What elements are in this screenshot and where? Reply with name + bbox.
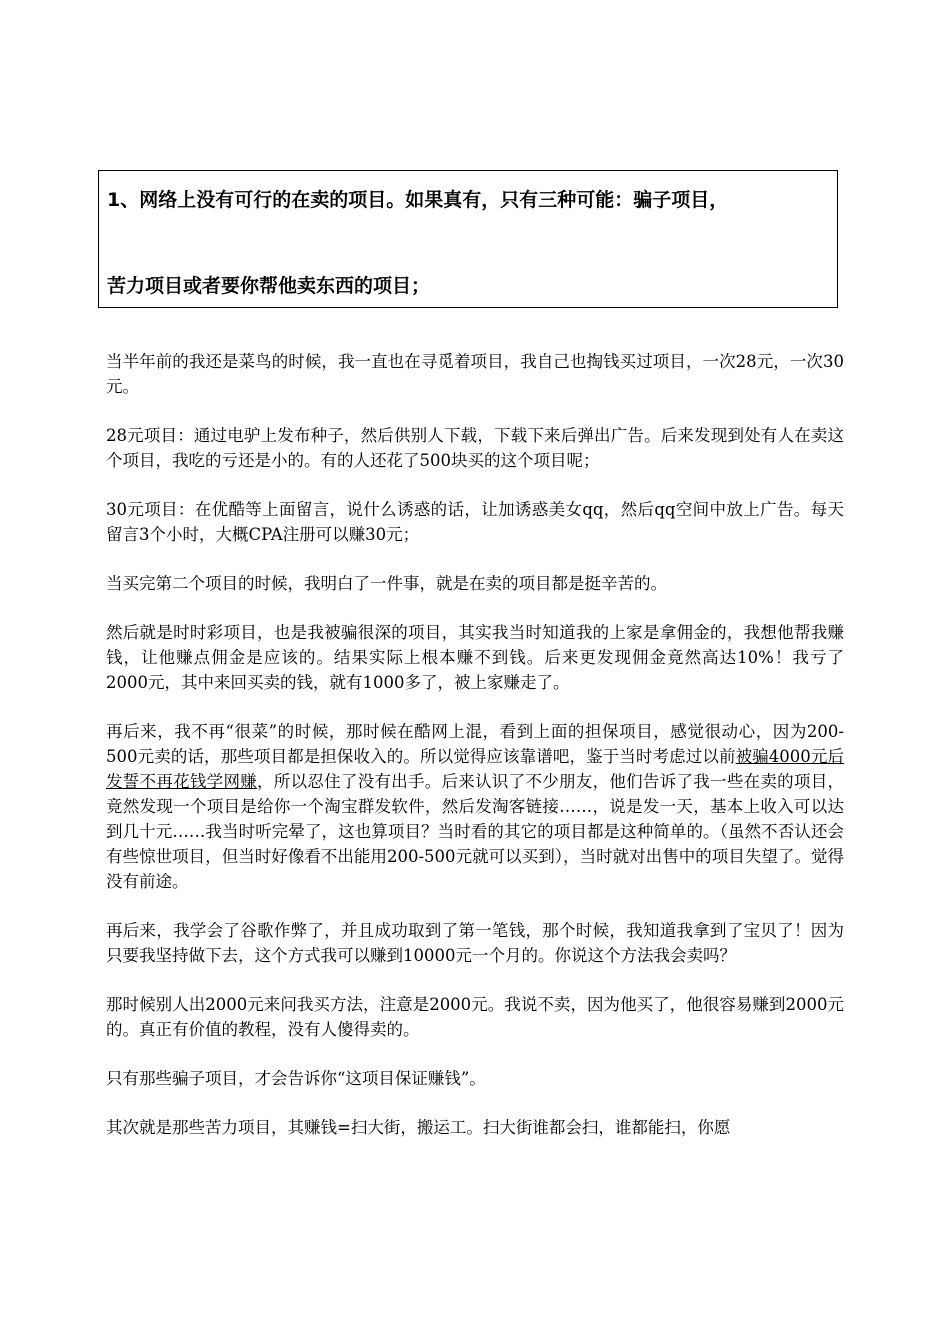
paragraph-10: 其次就是那些苦力项目，其赚钱=扫大街，搬运工。扫大街谁都会扫，谁都能扫，你愿: [106, 1118, 731, 1137]
paragraph-2: 28元项目：通过电驴上发布种子，然后供别人下载，下载下来后弹出广告。后来发现到处有人在卖这个项目，我吃的亏还是小的。有的人还花了500块买的这个项目呢；: [106, 426, 844, 470]
paragraph-9: 只有那些骗子项目，才会告诉你“这项目保证赚钱”。: [106, 1069, 486, 1088]
paragraph-6-after: ，所以忍住了没有出手。后来认识了不少朋友，他们告诉了我一些在卖的项目，竟然发现一个项目是给你一个淘宝群发软件，然后发淘客链接……，说是发一天，基本上收入可以达到几十元……我当时听完晕了，这也算项目？当时看的其它的项目都是这种简单的。（虽然不否认还会有些惊世项目，但当时好像看不出能用200-500元就可以买到），当时就对出售中的项目失望了。觉得没有前途。: [106, 772, 845, 891]
paragraph-5: 然后就是时时彩项目，也是我被骗很深的项目，其实我当时知道我的上家是拿佣金的，我想他帮我赚钱，让他赚点佣金是应该的。结果实际上根本赚不到钱。后来更发现佣金竟然高达10%！我亏了2000元，其中来回买卖的钱，就有1000多了，被上家赚走了。: [106, 623, 844, 692]
paragraph-7: 再后来，我学会了谷歌作弊了，并且成功取到了第一笔钱，那个时候，我知道我拿到了宝贝了！因为只要我坚持做下去，这个方式我可以赚到10000元一个月的。你说这个方法我会卖吗？: [106, 921, 844, 965]
body-text: [106, 349, 844, 1164]
heading-box: [98, 170, 838, 308]
paragraph-3: 30元项目：在优酷等上面留言，说什么诱惑的话，让加诱惑美女qq，然后qq空间中放上广告。每天留言3个小时，大概CPA注册可以赚30元；: [106, 500, 844, 544]
paragraph-4: 当买完第二个项目的时候，我明白了一件事，就是在卖的项目都是挺辛苦的。: [106, 574, 667, 593]
heading-line-1: 1、网络上没有可行的在卖的项目。如果真有，只有三种可能：骗子项目，: [107, 189, 729, 211]
paragraph-6: [106, 719, 844, 894]
underlined-phrase: 被骗4000元后发誓不再花钱学网赚: [106, 747, 844, 791]
paragraph-1: 当半年前的我还是菜鸟的时候，我一直也在寻觅着项目，我自己也掏钱买过项目，一次28元，一次30元。: [106, 352, 844, 396]
heading-line-2: 苦力项目或者要你帮他卖东西的项目；: [107, 275, 431, 297]
paragraph-8: 那时候别人出2000元来问我买方法，注意是2000元。我说不卖，因为他买了，他很容易赚到2000元的。真正有价值的教程，没有人傻得卖的。: [106, 995, 844, 1039]
paragraph-6-before: 再后来，我不再“很菜”的时候，那时候在酷网上混，看到上面的担保项目，感觉很动心，因为200-500元卖的话，那些项目都是担保收入的。所以觉得应该靠谱吧，鉴于当时考虑过以前: [106, 722, 844, 766]
